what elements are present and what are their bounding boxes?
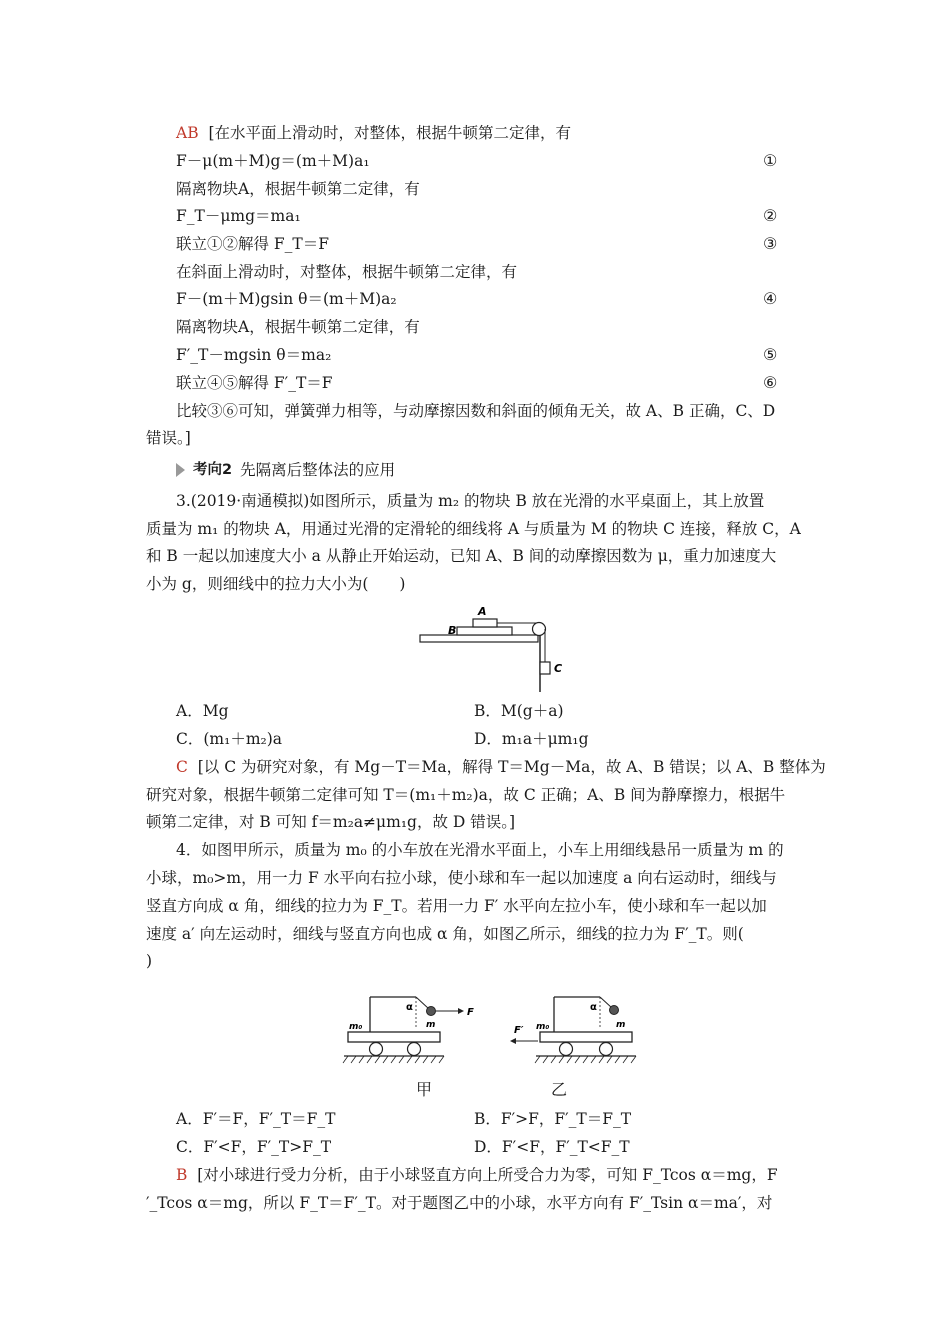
figure-caption-yi: 乙	[551, 1080, 568, 1099]
label-b: B	[448, 624, 457, 637]
question-3-line-1: 3.(2019·南通模拟)如图所示，质量为 m₂ 的物块 B 放在光滑的水平桌面上，其上放置	[176, 492, 765, 510]
option-d: D．F′<F，F′_T<F_T	[474, 1138, 630, 1156]
option-a: A．Mg	[176, 702, 229, 720]
string	[600, 997, 612, 1008]
equation-number-4: ④	[763, 289, 778, 308]
answer-tag: C	[176, 758, 188, 776]
equation-6: 联立④⑤解得 F′_T＝F	[176, 374, 333, 392]
ground-hatching	[343, 1056, 444, 1063]
ball	[610, 1006, 619, 1015]
question-4-line-5: )	[146, 952, 153, 970]
solution-3-line-2: 研究对象，根据牛顿第二定律可知 T＝(m₁＋m₂)a，故 C 正确；A、B 间为静摩擦力，根据牛	[146, 786, 786, 804]
answer-tag: AB	[176, 124, 199, 142]
label-m0: m₀	[536, 1022, 550, 1032]
text-line: 错误。]	[146, 429, 191, 447]
equation-4: F－(m＋M)gsin θ＝(m＋M)a₂	[176, 290, 397, 308]
option-b: B．M(g＋a)	[474, 702, 564, 720]
solution-3-line-1: C [以 C 为研究对象，有 Mg－T＝Ma，解得 T＝Mg－Ma，故 A、B 错误；以 A、B 整体为	[176, 758, 826, 776]
option-b: B．F′>F，F′_T＝F_T	[474, 1110, 632, 1128]
topic-label: 考向2	[193, 462, 233, 478]
equation-2: F_T－μmg＝ma₁	[176, 207, 301, 225]
question-4-line-1: 4．如图甲所示，质量为 m₀ 的小车放在光滑水平面上，小车上用细线悬吊一质量为 m 的	[176, 841, 784, 859]
option-c: C．(m₁＋m₂)a	[176, 730, 283, 748]
equation-5: F′_T－mgsin θ＝ma₂	[176, 346, 332, 364]
topic-title: 先隔离后整体法的应用	[240, 461, 396, 479]
solution-4-line-1: B [对小球进行受力分析，由于小球竖直方向上所受合力为零，可知 F_Tcos α＝mg，F	[176, 1166, 778, 1184]
cart-body	[348, 1032, 440, 1042]
pulley	[533, 623, 546, 636]
equation-number-1: ①	[763, 151, 778, 170]
cart-body	[540, 1032, 632, 1042]
equation-number-6: ⑥	[763, 373, 778, 392]
block-b	[457, 627, 512, 635]
solution-3-line-3: 顿第二定律，对 B 可知 f＝m₂a≠μm₁g，故 D 错误。]	[146, 813, 516, 831]
option-a: A．F′＝F，F′_T＝F_T	[176, 1110, 336, 1128]
question-4-line-2: 小球，m₀>m，用一力 F 水平向右拉小球，使小球和车一起以加速度 a 向右运动时，细线与	[146, 869, 777, 887]
text-line: 比较③⑥可知，弹簧弹力相等，与动摩擦因数和斜面的倾角无关，故 A、B 正确，C、D	[176, 402, 776, 420]
wheel	[600, 1043, 613, 1056]
label-alpha: α	[590, 1002, 597, 1013]
text-line: 隔离物块A，根据牛顿第二定律，有	[176, 318, 420, 336]
label-c: C	[554, 662, 563, 675]
equation-number-5: ⑤	[763, 345, 778, 364]
cart-diagram-jia	[340, 985, 500, 1075]
option-c: C．F′<F，F′_T>F_T	[176, 1138, 332, 1156]
ball	[427, 1007, 436, 1016]
ground-hatching	[535, 1056, 636, 1063]
label-f: F	[467, 1007, 474, 1018]
arrow-head-icon	[458, 1008, 464, 1014]
equation-number-3: ③	[763, 234, 778, 253]
label-m: m	[616, 1020, 626, 1030]
solution-4-line-2: ′_Tcos α＝mg，所以 F_T＝F′_T。对于题图乙中的小球，水平方向有 F′_Tsin α＝ma′，对	[146, 1194, 773, 1212]
equation-number-2: ②	[763, 206, 778, 225]
wheel	[560, 1043, 573, 1056]
label-alpha: α	[406, 1002, 413, 1013]
question-3-line-4: 小为 g，则细线中的拉力大小为( )	[146, 575, 406, 593]
solution-1-line-1: AB [在水平面上滑动时，对整体，根据牛顿第二定律，有	[176, 124, 572, 142]
text-line: 在斜面上滑动时，对整体，根据牛顿第二定律，有	[176, 263, 518, 281]
block-a	[473, 619, 497, 627]
arrow-head-icon	[510, 1038, 516, 1044]
label-m0: m₀	[349, 1022, 363, 1032]
text-line: 隔离物块A，根据牛顿第二定律，有	[176, 180, 420, 198]
question-3-line-3: 和 B 一起以加速度大小 a 从静止开始运动，已知 A、B 间的动摩擦因数为 μ，重力加速度大	[146, 547, 777, 565]
label-a: A	[478, 605, 487, 618]
answer-tag: B	[176, 1166, 188, 1184]
cart-diagram-yi	[508, 985, 668, 1075]
label-m: m	[426, 1020, 436, 1030]
pulley-diagram	[415, 600, 575, 695]
triangle-marker-icon	[176, 463, 185, 477]
block-c	[540, 662, 550, 674]
label-f-prime: F′	[514, 1025, 524, 1036]
option-d: D．m₁a＋μm₁g	[474, 730, 589, 748]
equation-3: 联立①②解得 F_T＝F	[176, 235, 330, 253]
wheel	[408, 1043, 421, 1056]
topic-header	[176, 460, 395, 480]
question-4-line-4: 速度 a′ 向左运动时，细线与竖直方向也成 α 角，如图乙所示，细线的拉力为 F′_T。则(	[146, 925, 744, 943]
question-3-line-2: 质量为 m₁ 的物块 A，用通过光滑的定滑轮的细线将 A 与质量为 M 的物块 C 连接，释放 C，A	[146, 520, 801, 538]
figure-caption-jia: 甲	[416, 1080, 433, 1099]
table-surface	[420, 635, 538, 642]
wheel	[370, 1043, 383, 1056]
string	[416, 997, 429, 1009]
question-4-line-3: 竖直方向成 α 角，细线的拉力为 F_T。若用一力 F′ 水平向左拉小车，使小球和车一起以加	[146, 897, 767, 915]
equation-1: F－μ(m＋M)g＝(m＋M)a₁	[176, 152, 370, 170]
